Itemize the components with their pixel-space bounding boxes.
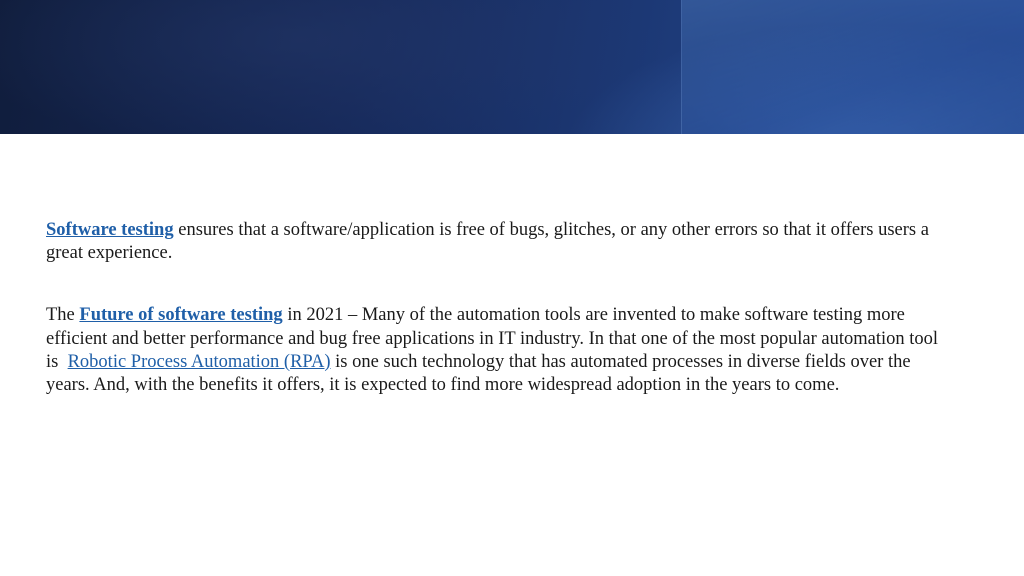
header-banner: [0, 0, 1024, 134]
article-body: [46, 219, 946, 397]
paragraph-future-text-end: is one such technology that has automated processes in diverse fields over the years. And, with the benefits it offers, it is expected to find more widespread adoption in the years to come.: [46, 351, 911, 396]
paragraph-future: [46, 304, 946, 397]
paragraph-future-lead: The: [46, 305, 80, 326]
software-testing-link[interactable]: Software testing: [46, 220, 174, 240]
future-of-software-testing-link[interactable]: Future of software testing: [79, 305, 283, 326]
paragraph-intro-text: ensures that a software/application is free of bugs, glitches, or any other errors so that it offers users a great experience.: [46, 220, 929, 264]
paragraph-intro: [46, 219, 946, 265]
paragraph-future-text: in 2021 – Many of the automation tools are invented to make software testing more efficient and better performance and bug free applications in IT industry. In that one of the most popular automation tool is: [46, 305, 943, 372]
rpa-link[interactable]: Robotic Process Automation (RPA): [67, 351, 331, 372]
banner-accent-panel: [681, 0, 1024, 134]
